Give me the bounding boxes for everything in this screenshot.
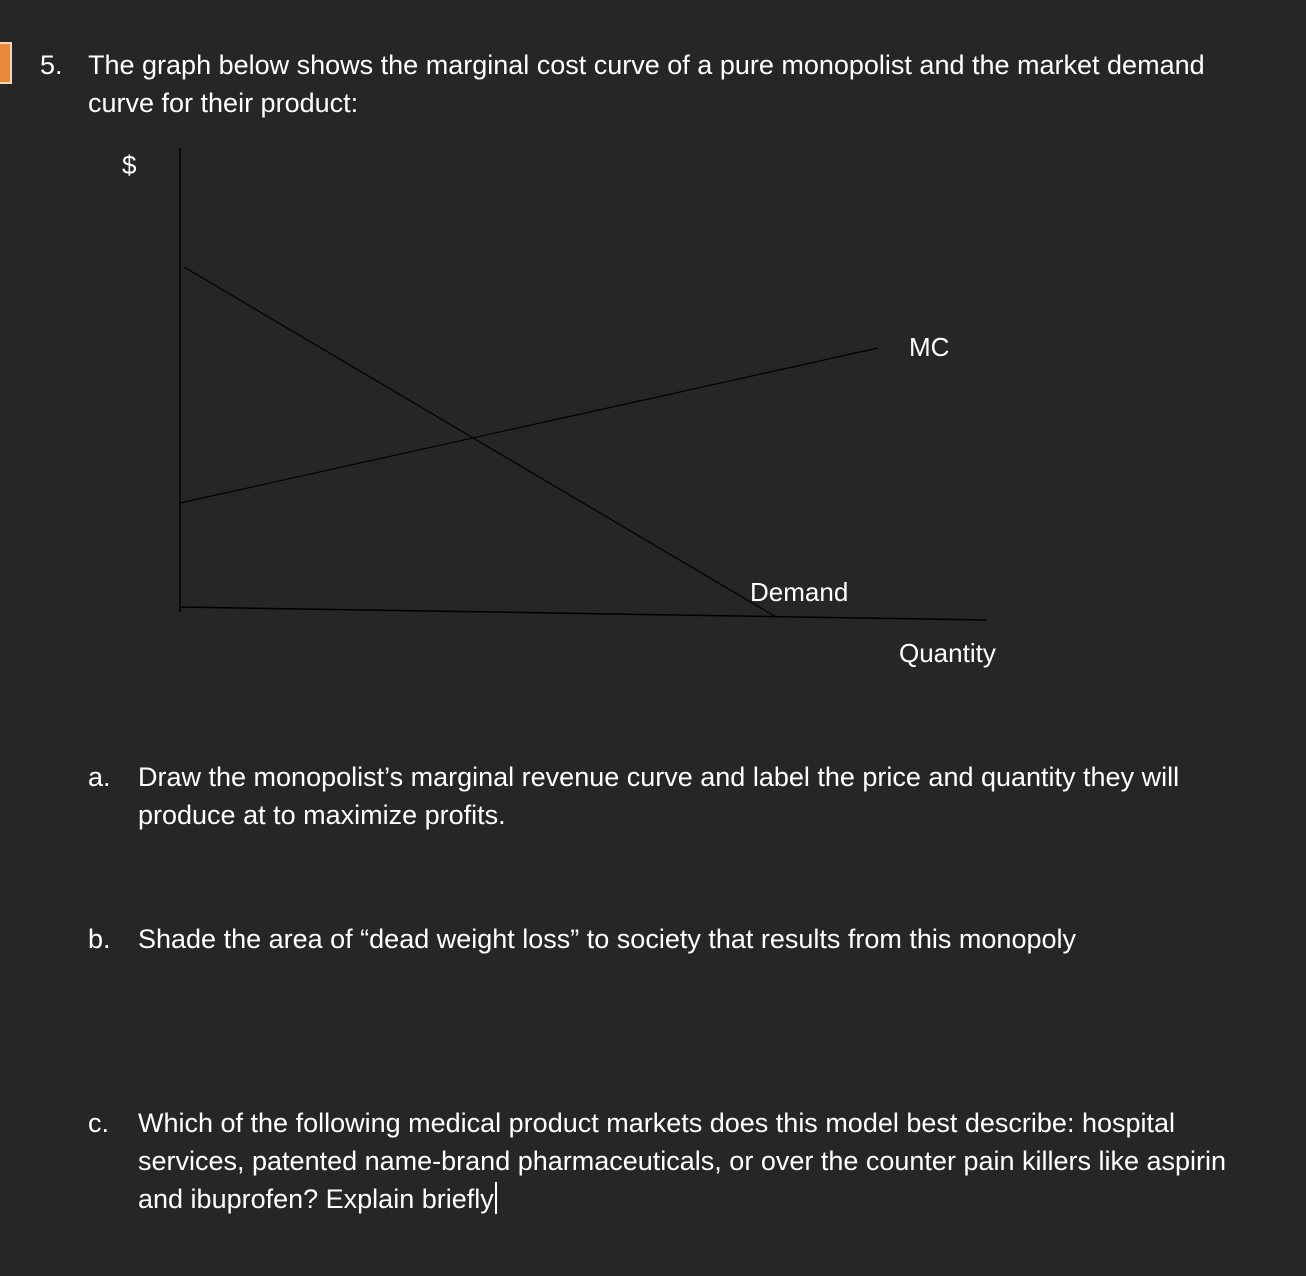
question-text: The graph below shows the marginal cost curve of a pure monopolist and the market demand curve for their product: — [88, 50, 1205, 118]
part-b-letter: b. — [88, 924, 111, 954]
part-a-letter: a. — [88, 762, 111, 792]
mc-label: MC — [909, 332, 950, 362]
x-axis-line — [180, 607, 986, 620]
demand-label: Demand — [750, 577, 849, 607]
part-c-letter: c. — [88, 1108, 110, 1138]
part-c-text: Which of the following medical product markets does this model best describe: hospital services, patented name-brand pharmaceuticals, or over the counter pain killers like aspirin and ibuprofen? Explain briefly — [138, 1108, 1227, 1214]
part-a-text: Draw the monopolist’s marginal revenue curve and label the price and quantity they will produce at to maximize profits. — [138, 762, 1180, 830]
part-c-block[interactable] — [138, 1104, 1278, 1218]
text-cursor — [495, 1182, 497, 1214]
demand-curve — [184, 267, 776, 617]
x-axis-label: Quantity — [899, 638, 996, 668]
mc-curve — [180, 348, 878, 503]
question-number: 5. — [40, 50, 63, 80]
y-axis-label: $ — [122, 150, 137, 180]
part-b-text: Shade the area of “dead weight loss” to society that results from this monopoly — [138, 924, 1076, 954]
